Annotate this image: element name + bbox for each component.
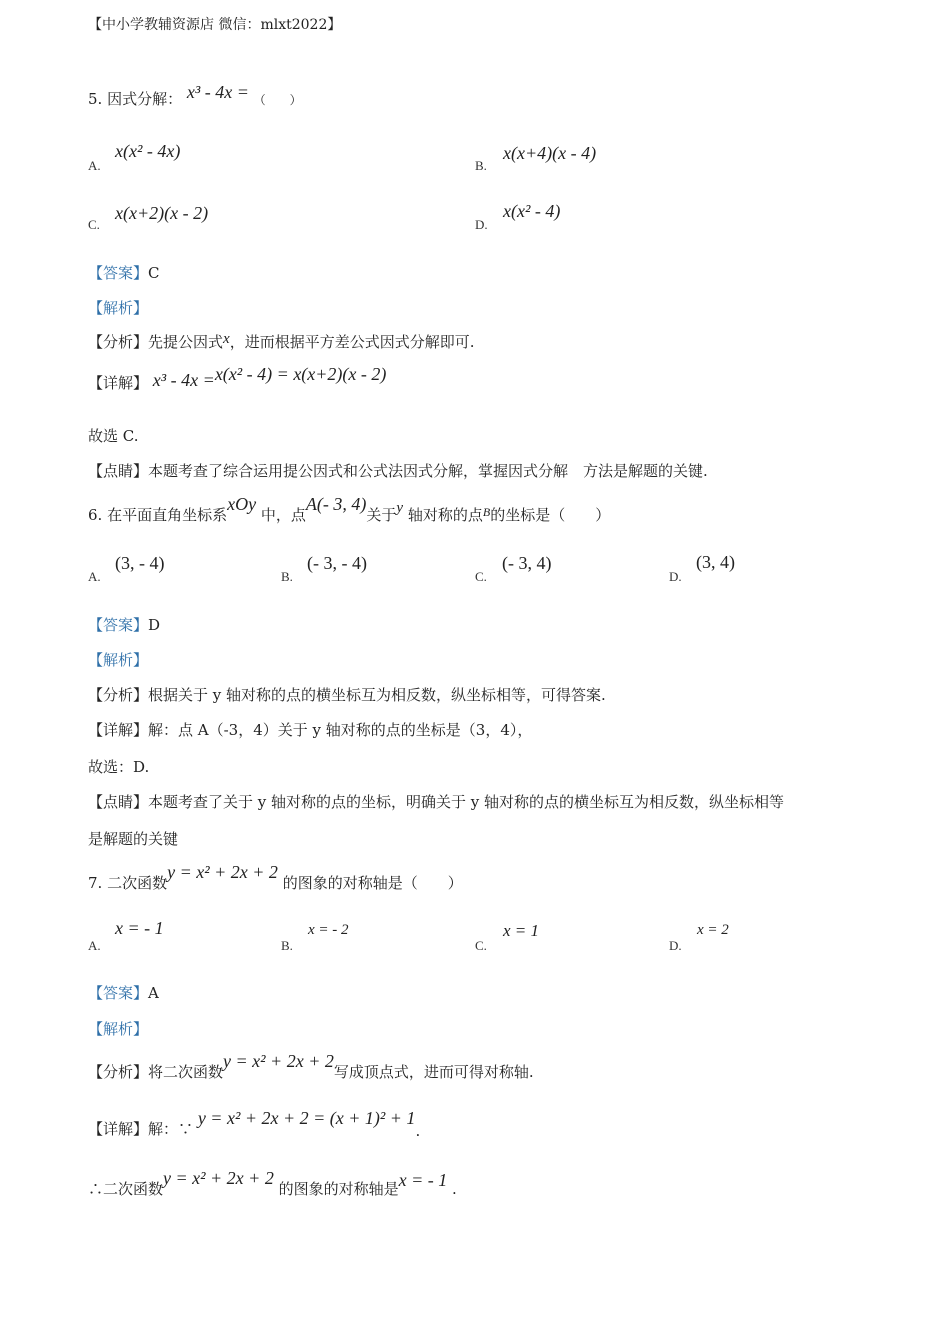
q7-answer-value: A: [148, 984, 159, 1002]
q7-option-c-label: C.: [475, 938, 487, 953]
q5-answer: [88, 262, 160, 283]
q7-fenxi-a: 将二次函数: [148, 1063, 224, 1081]
q5-fenxi-a: 先提公因式: [148, 333, 224, 351]
q7-fenxi-math: y = x² + 2x + 2: [223, 1051, 334, 1071]
q6-xiangjie-text: 解：点 A（-3，4）关于 y 轴对称的点的坐标是（3，4），: [148, 721, 533, 739]
q5-option-c-math: x(x+2)(x - 2): [115, 203, 209, 223]
q6-stem-d: 轴对称的点: [407, 506, 483, 524]
q5-dianjing-text: 本题考查了综合运用提公因式和公式法因式分解，掌握因式分解 方法是解题的关键.: [148, 462, 708, 480]
q6-option-d-math: (3, 4): [696, 552, 735, 572]
q5-dianjing: [88, 460, 708, 481]
q5-conclusion: 故选 C.: [88, 427, 139, 445]
q6-stem-e: 的坐标是（ ）: [490, 506, 611, 524]
dianjing-tag: 【点睛】: [88, 462, 149, 480]
q5-stem-suffix: （ ）: [253, 93, 302, 107]
q6-stem-b: 中，点: [260, 506, 306, 524]
q6-answer-value: D: [148, 616, 161, 634]
q5-option-b-label: B.: [475, 158, 487, 173]
q6-dianjing-line1: 本题考查了关于 y 轴对称的点的坐标，明确关于 y 轴对称的点的横坐标互为相反数，纵坐标相等: [148, 793, 785, 811]
q5-fenxi-b: ，进而根据平方差公式因式分解即可.: [229, 333, 475, 351]
q7-xiangjie-b: .: [415, 1122, 421, 1140]
q7-option-a-math: x = - 1: [115, 918, 164, 938]
q6-answer: [88, 614, 160, 635]
q5-stem: [88, 82, 302, 109]
q6-option-a-math: (3, - 4): [115, 553, 165, 573]
q7-option-c-math: x = 1: [503, 921, 540, 940]
q6-stem-c: 关于: [366, 506, 397, 524]
answer-tag: 【答案】: [88, 264, 149, 282]
q5-option-a-math: x(x² - 4x): [115, 141, 181, 161]
q7-fenxi: [88, 1051, 534, 1082]
q5-option-d-math: x(x² - 4): [503, 201, 561, 221]
q6-dianjing: [88, 791, 784, 812]
q5-option-c-label: C.: [88, 217, 100, 232]
q7-stem: [88, 862, 463, 893]
q7-fenxi-b: 写成顶点式，进而可得对称轴.: [333, 1063, 534, 1081]
page-header: 【中小学教辅资源店 微信：mlxt2022】: [88, 17, 342, 33]
q5-option-a-label: A.: [88, 158, 101, 173]
q6-option-b-label: B.: [281, 569, 293, 584]
q7-therefore-math2: x = - 1: [398, 1170, 448, 1190]
q6-stem-math-xoy: xOy: [227, 494, 257, 514]
q6-option-c-math: (- 3, 4): [502, 553, 552, 573]
q7-option-b-math: x = - 2: [308, 922, 349, 938]
q5-xiangjie-math-a: x³ - 4x =: [152, 370, 215, 390]
q7-therefore-b: 的图象的对称轴是: [278, 1180, 399, 1198]
answer-tag: 【答案】: [88, 616, 149, 634]
q5-xiangjie-math-b: x(x² - 4) = x(x+2)(x - 2): [214, 364, 387, 384]
q7-xiangjie: [88, 1108, 420, 1140]
q6-xiangjie: [88, 719, 532, 740]
q5-option-d-label: D.: [475, 217, 488, 232]
q6-fenxi-text: 根据关于 y 轴对称的点的横坐标互为相反数，纵坐标相等，可得答案.: [148, 686, 606, 704]
answer-tag: 【答案】: [88, 984, 149, 1002]
q7-xiangjie-a: 解：∵: [148, 1120, 194, 1138]
q7-therefore: [88, 1168, 457, 1199]
fenxi-tag: 【分析】: [88, 1063, 149, 1081]
q5-answer-value: C: [148, 264, 160, 282]
q7-option-d-label: D.: [669, 938, 682, 953]
q6-fenxi: [88, 684, 606, 705]
xiangjie-tag: 【详解】: [88, 374, 149, 392]
q5-fenxi: [88, 331, 474, 352]
q6-stem-a: 6. 在平面直角坐标系: [88, 506, 228, 524]
q7-stem-a: 7. 二次函数: [88, 874, 168, 892]
fenxi-tag: 【分析】: [88, 333, 149, 351]
q5-fenxi-math: x: [223, 331, 230, 347]
q7-option-b-label: B.: [281, 938, 293, 953]
q6-stem-math-y: y: [396, 500, 404, 516]
q7-analysis-tag: 【解析】: [88, 1020, 149, 1038]
q7-xiangjie-math: y = x² + 2x + 2 = (x + 1)² + 1: [197, 1108, 416, 1128]
q6-stem-math-b: B: [482, 505, 491, 519]
q6-conclusion: 故选：D.: [88, 758, 150, 776]
q5-stem-prefix: 5. 因式分解：: [88, 90, 183, 108]
xiangjie-tag: 【详解】: [88, 1120, 149, 1138]
q7-option-a-label: A.: [88, 938, 101, 953]
q6-option-d-label: D.: [669, 569, 682, 584]
q7-therefore-a: ∴二次函数: [88, 1180, 164, 1198]
q7-option-d-math: x = 2: [697, 922, 729, 938]
fenxi-tag: 【分析】: [88, 686, 149, 704]
q6-dianjing-line2: 是解题的关键: [88, 830, 179, 848]
q7-stem-b: 的图象的对称轴是（ ）: [282, 874, 463, 892]
q5-option-b-math: x(x+4)(x - 4): [503, 143, 597, 163]
q5-analysis-tag: 【解析】: [88, 299, 149, 317]
q6-option-a-label: A.: [88, 569, 101, 584]
q6-analysis-tag: 【解析】: [88, 651, 149, 669]
q6-option-b-math: (- 3, - 4): [307, 553, 367, 573]
q6-stem-math-a: A(- 3, 4): [305, 494, 367, 514]
q5-stem-math: x³ - 4x =: [186, 82, 249, 102]
q5-xiangjie: [88, 364, 386, 393]
q7-stem-math: y = x² + 2x + 2: [167, 862, 278, 882]
q6-option-c-label: C.: [475, 569, 487, 584]
xiangjie-tag: 【详解】: [88, 721, 149, 739]
q7-answer: [88, 982, 159, 1003]
q7-therefore-c: .: [452, 1180, 457, 1198]
dianjing-tag: 【点睛】: [88, 793, 149, 811]
q6-stem: [88, 494, 610, 525]
q7-therefore-math1: y = x² + 2x + 2: [163, 1168, 274, 1188]
